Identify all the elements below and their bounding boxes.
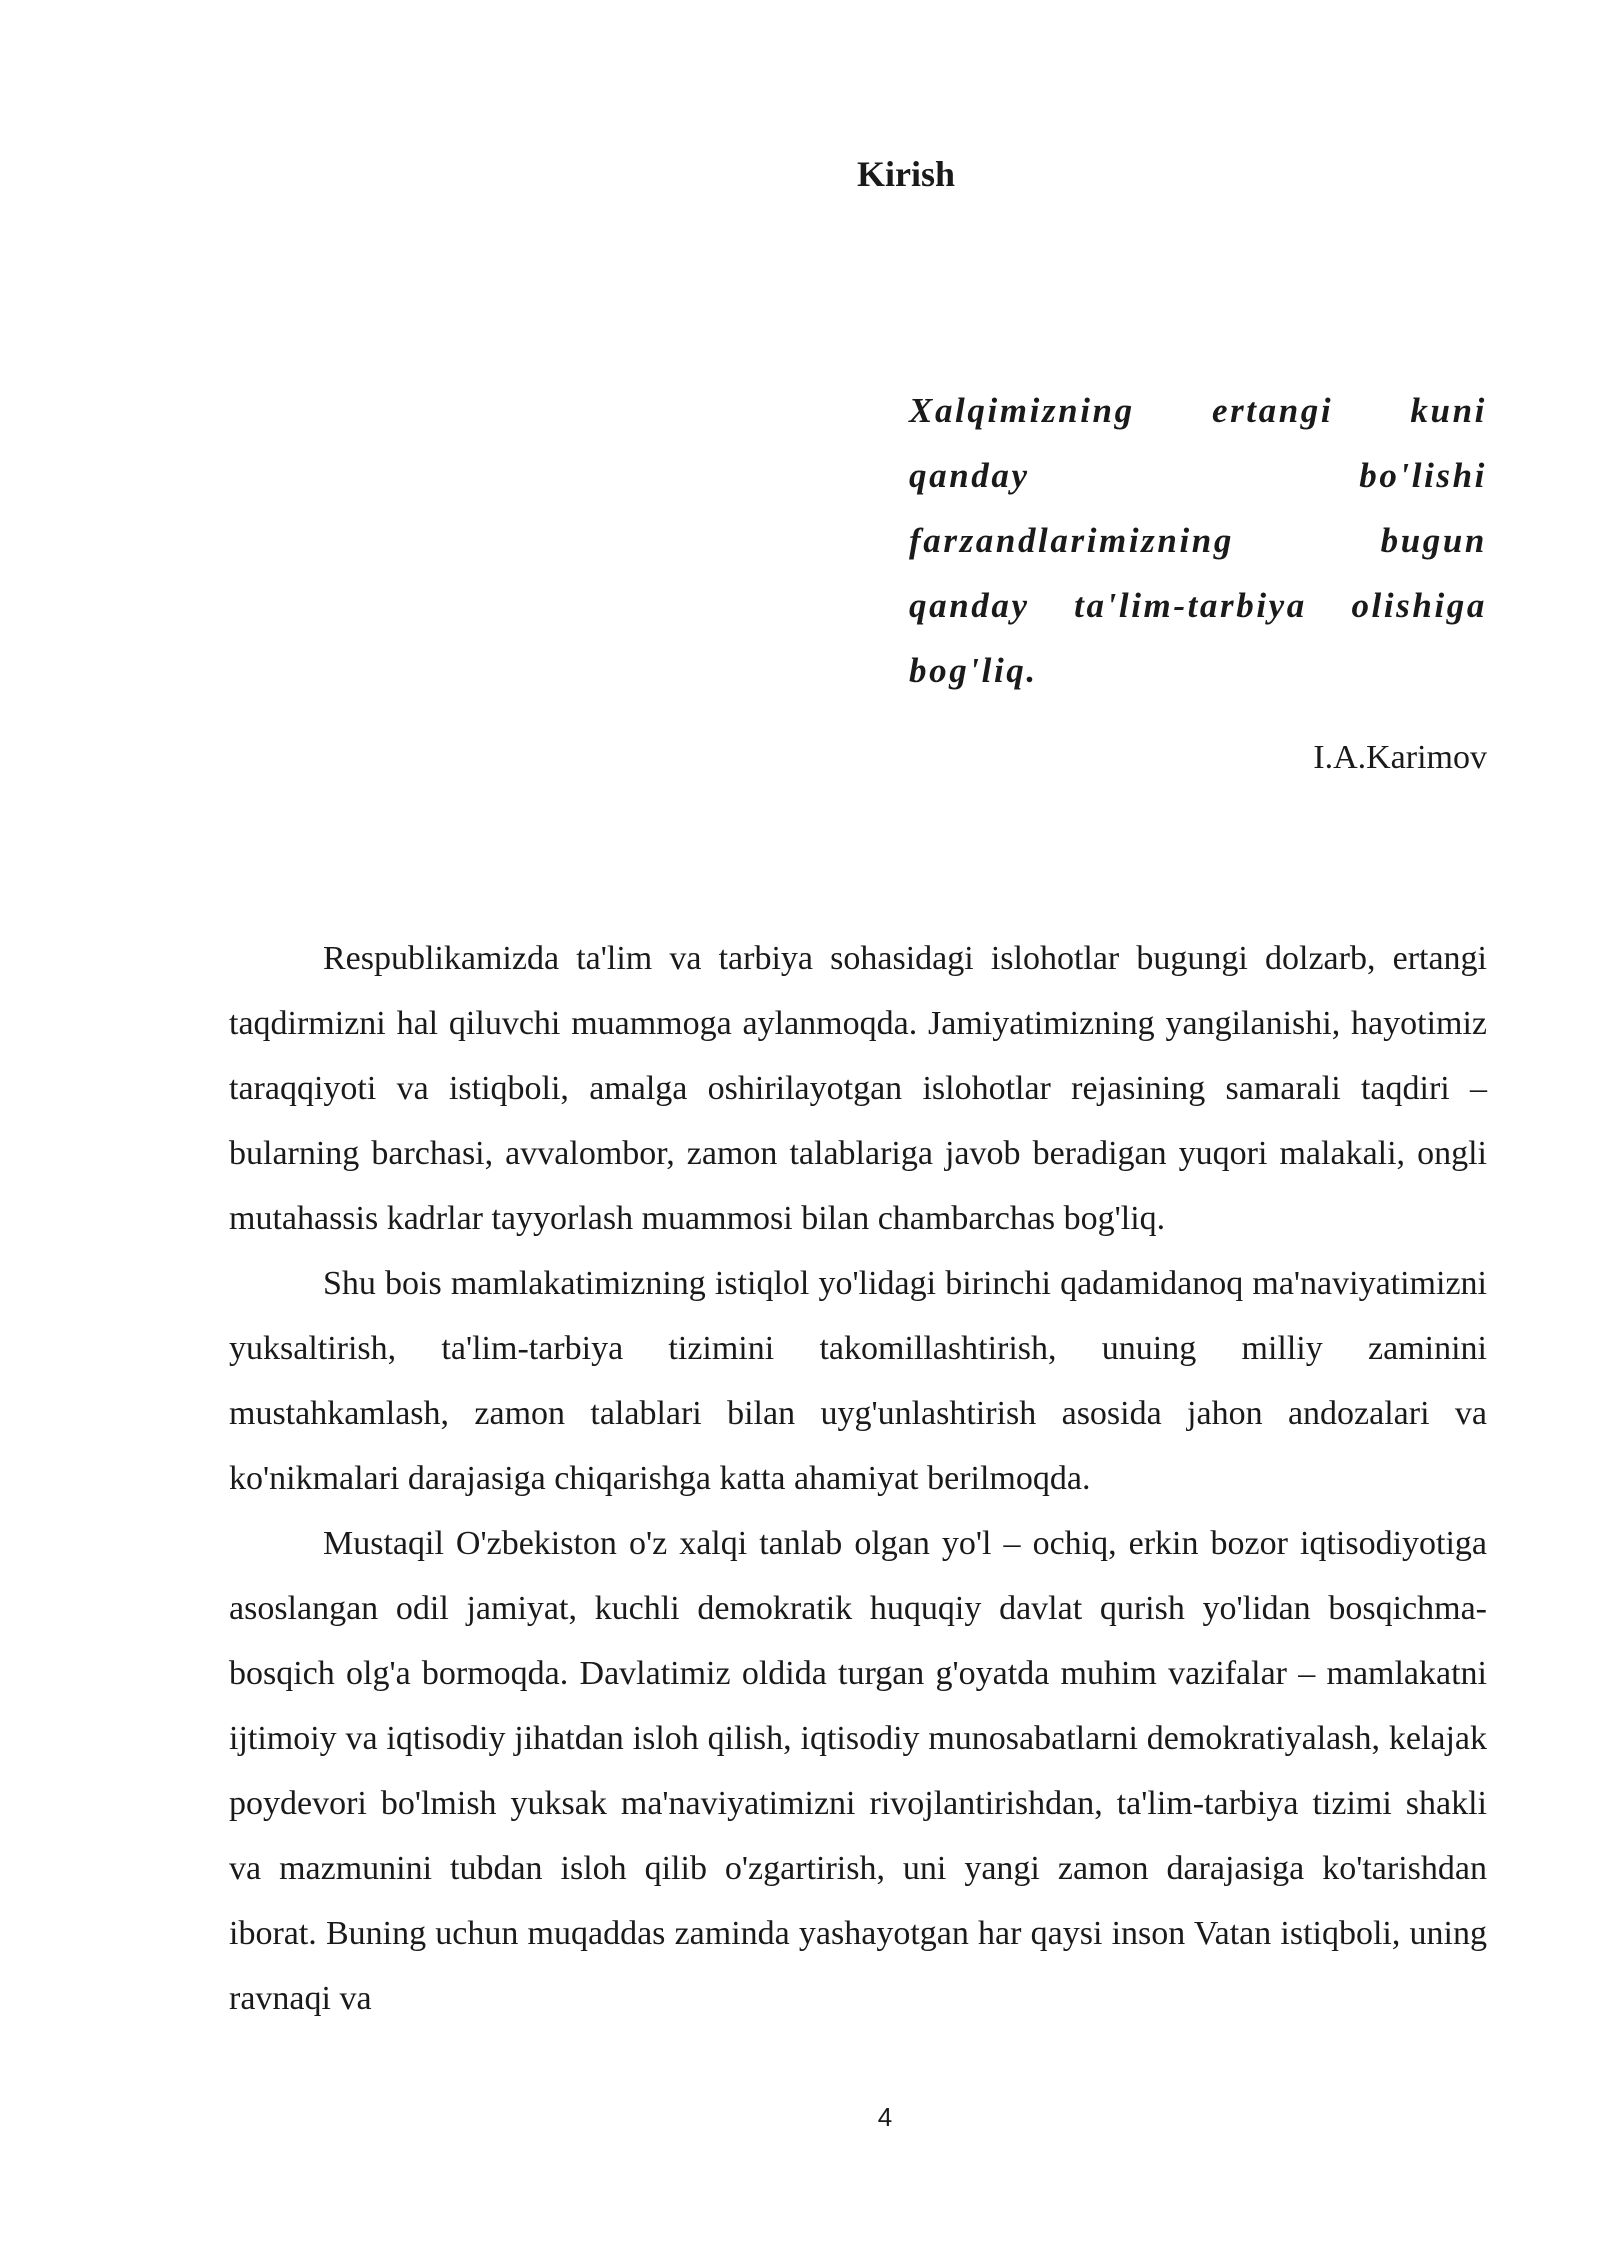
paragraph: Mustaqil O'zbekiston o'z xalqi tanlab olgan yo'l – ochiq, erkin bozor iqtisodiyotiga asoslangan odil jamiyat, kuchli demokratik huquqiy davlat qurish yo'lidan bosqichma-bosqich olg'a bormoqda. Davlatimiz oldida turgan g'oyatda muhim vazifalar – mamlakatni ijtimoiy va iqtisodiy jihatdan isloh qilish, iqtisodiy munosabatlarni demokratiyalash, kelajak poydevori bo'lmish yuksak ma'naviyatimizni rivojlantirishdan, ta'lim-tarbiya tizimi shakli va mazmunini tubdan isloh qilib o'zgartirish, uni yangi zamon darajasiga ko'tarishdan iborat. Buning uchun muqaddas zaminda yashayotgan har qaysi inson Vatan istiqboli, uning ravnaqi va <box>229 1525 1487 2017</box>
body-text <box>229 926 1487 2031</box>
epigraph-line: Xalqimizning ertangi kuni <box>909 391 1487 430</box>
paragraph: Shu bois mamlakatimizning istiqlol yo'lidagi birinchi qadamidanoq ma'naviyatimizni yuksaltirish, ta'lim-tarbiya tizimini takomillashtirish, unuing milliy zaminini mustahkamlash, zamon talablari bilan uyg'unlashtirish asosida jahon andozalari va ko'nikmalari darajasiga chiqarishga katta ahamiyat berilmoqda. <box>229 1265 1487 1497</box>
epigraph-line: qanday bo'lishi <box>909 456 1487 495</box>
paragraph: Respublikamizda ta'lim va tarbiya sohasidagi islohotlar bugungi dolzarb, ertangi taqdirmizni hal qiluvchi muammoga aylanmoqda. Jamiyatimizning yangilanishi, hayotimiz taraqqiyoti va istiqboli, amalga oshirilayotgan islohotlar rejasining samarali taqdiri – bularning barchasi, avvalombor, zamon talablariga javob beradigan yuqori malakali, ongli mutahassis kadrlar tayyorlash muammosi bilan chambarchas bog'liq. <box>229 940 1487 1237</box>
page-title: Kirish <box>856 154 955 194</box>
epigraph-line: qanday ta'lim-tarbiya olishiga <box>909 586 1487 625</box>
epigraph-line: farzandlarimizning bugun <box>909 521 1487 560</box>
epigraph-author: I.A.Karimov <box>1313 739 1487 776</box>
epigraph-line: bog'liq. <box>909 651 1038 690</box>
page-number: 4 <box>877 2102 893 2132</box>
epigraph <box>909 378 1487 703</box>
